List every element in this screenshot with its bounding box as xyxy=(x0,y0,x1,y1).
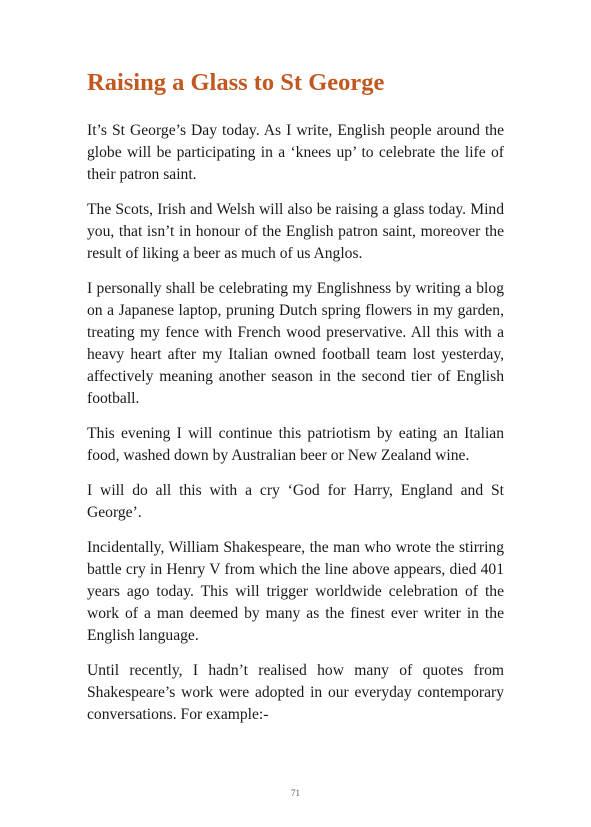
page-title: Raising a Glass to St George xyxy=(87,69,385,96)
paragraph: The Scots, Irish and Welsh will also be raising a glass today. Mind you, that isn’t in honour of the English patron saint, moreover the result of liking a beer as much of us Anglos. xyxy=(87,201,504,262)
paragraph: I will do all this with a cry ‘God for Harry, England and St George’. xyxy=(87,482,504,521)
paragraph: Until recently, I hadn’t realised how many of quotes from Shakespeare’s work were adopted in our everyday contemporary conversations. For example:- xyxy=(87,662,504,723)
paragraph: This evening I will continue this patriotism by eating an Italian food, washed down by Australian beer or New Zealand wine. xyxy=(87,425,504,464)
paragraph: Incidentally, William Shakespeare, the man who wrote the stirring battle cry in Henry V from which the line above appears, died 401 years ago today. This will trigger worldwide celebration of the work of a man deemed by many as the finest ever writer in the English language. xyxy=(87,539,504,644)
article-body xyxy=(87,120,504,739)
page-number: 71 xyxy=(291,788,300,798)
paragraph: It’s St George’s Day today. As I write, English people around the globe will be participating in a ‘knees up’ to celebrate the life of their patron saint. xyxy=(87,122,504,183)
paragraph: I personally shall be celebrating my Englishness by writing a blog on a Japanese laptop, pruning Dutch spring flowers in my garden, treating my fence with French wood preservative. All this with a heavy heart after my Italian owned football team lost yesterday, affectively meaning another season in the second tier of English football. xyxy=(87,280,504,407)
